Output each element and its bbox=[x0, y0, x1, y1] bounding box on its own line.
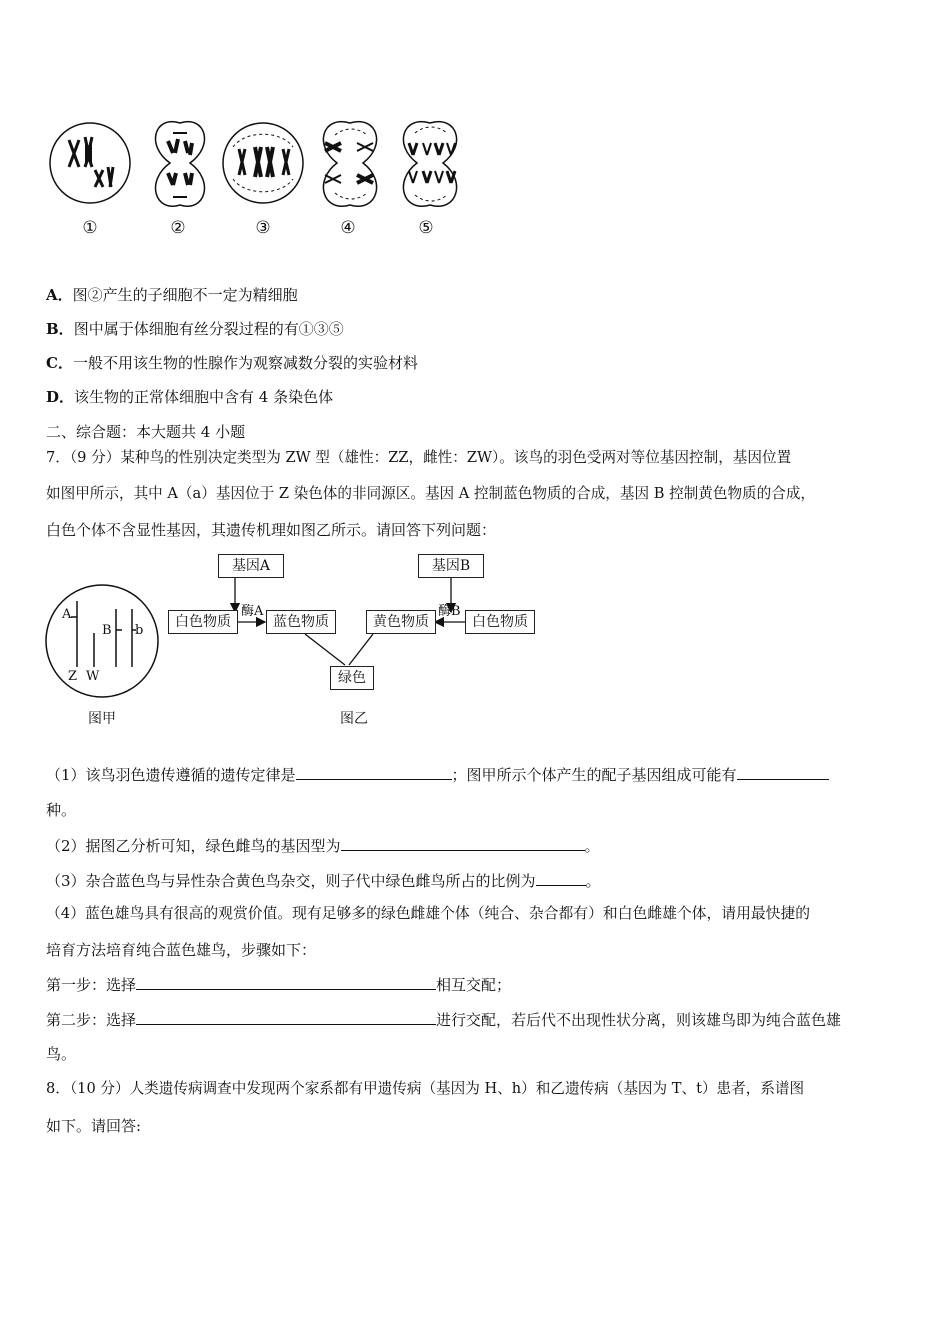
label-enzyme-b: 酶B bbox=[438, 604, 461, 619]
cell-label-5: ⑤ bbox=[418, 218, 434, 238]
q7-sub1-cont: 种。 bbox=[46, 801, 77, 819]
label-W: W bbox=[86, 669, 100, 684]
q7-line-3: 白色个体不含显性基因，其遗传机理如图乙所示。请回答下列问题： bbox=[46, 521, 497, 539]
answer-blank-1[interactable] bbox=[296, 764, 452, 780]
section-title: 二、综合题：本大题共 4 小题 bbox=[46, 423, 246, 441]
label-b: b bbox=[135, 623, 144, 638]
answer-blank-5[interactable] bbox=[136, 974, 436, 990]
cell-division-figure bbox=[45, 105, 475, 238]
figure-jia-caption: 图甲 bbox=[88, 711, 116, 727]
cell-label-1: ① bbox=[82, 218, 98, 238]
box-gene-a: 基因A bbox=[218, 554, 284, 578]
label-enzyme-a: 酶A bbox=[241, 604, 264, 619]
option-b: B．图中属于体细胞有丝分裂过程的有①③⑤ bbox=[46, 320, 344, 338]
q7-sub4-line-1: （4）蓝色雄鸟具有很高的观赏价值。现有足够多的绿色雌雄个体（纯合、杂合都有）和白色雌雄个体，请用最快捷的 bbox=[46, 905, 811, 922]
option-d: D．该生物的正常体细胞中含有 4 条染色体 bbox=[46, 388, 334, 406]
q8-line-1: 8．（10 分）人类遗传病调查中发现两个家系都有甲遗传病（基因为 H、h）和乙遗传病（基因为 T、t）患者，系谱图 bbox=[46, 1080, 805, 1097]
box-green: 绿色 bbox=[330, 666, 374, 690]
box-gene-b: 基因B bbox=[418, 554, 484, 578]
cell-label-3: ③ bbox=[255, 218, 271, 238]
answer-blank-3[interactable] bbox=[341, 835, 585, 851]
option-a: A．图②产生的子细胞不一定为精细胞 bbox=[46, 286, 298, 304]
cell-label-4: ④ bbox=[340, 218, 356, 238]
answer-blank-4[interactable] bbox=[536, 870, 586, 886]
q8-line-2: 如下。请回答: bbox=[46, 1117, 142, 1135]
figure-jia bbox=[44, 583, 160, 699]
figure-yi-caption: 图乙 bbox=[340, 711, 368, 727]
figure-jia-chromosomes bbox=[44, 583, 160, 699]
q7-sub1: （1）该鸟羽色遗传遵循的遗传定律是 ；图甲所示个体产生的配子基因组成可能有 bbox=[46, 764, 829, 785]
q7-sub4-line-2: 培育方法培育纯合蓝色雄鸟，步骤如下： bbox=[46, 941, 317, 959]
label-Z: Z bbox=[68, 669, 78, 684]
answer-blank-6[interactable] bbox=[136, 1009, 436, 1025]
box-yellow-substance: 黄色物质 bbox=[366, 610, 436, 634]
option-c: C．一般不用该生物的性腺作为观察减数分裂的实验材料 bbox=[46, 354, 418, 372]
answer-blank-2[interactable] bbox=[737, 764, 829, 780]
box-blue-substance: 蓝色物质 bbox=[266, 610, 336, 634]
q7-line-2: 如图甲所示，其中 A（a）基因位于 Z 染色体的非同源区。基因 A 控制蓝色物质的合成，基因 B 控制黄色物质的合成， bbox=[46, 485, 816, 502]
q7-step-2-cont: 鸟。 bbox=[46, 1045, 77, 1063]
cell-label-2: ② bbox=[170, 218, 186, 238]
q7-step-1: 第一步：选择 相互交配； bbox=[46, 976, 512, 994]
box-white-substance-2: 白色物质 bbox=[465, 610, 535, 634]
q7-line-1: 7．（9 分）某种鸟的性别决定类型为 ZW 型（雄性：ZZ，雌性：ZW）。该鸟的羽色受两对等位基因控制，基因位置 bbox=[46, 449, 792, 466]
q7-sub2: （2）据图乙分析可知，绿色雌鸟的基因型为 。 bbox=[46, 837, 600, 855]
label-A: A bbox=[62, 607, 72, 622]
box-white-substance-1: 白色物质 bbox=[168, 610, 238, 634]
cell-diagrams bbox=[45, 105, 475, 215]
q7-sub3: （3）杂合蓝色鸟与异性杂合黄色鸟杂交，则子代中绿色雌鸟所占的比例为 。 bbox=[46, 872, 601, 890]
label-B: B bbox=[102, 623, 112, 638]
q7-step-2: 第二步：选择 进行交配，若后代不出现性状分离，则该雄鸟即为纯合蓝色雄 bbox=[46, 1011, 842, 1029]
